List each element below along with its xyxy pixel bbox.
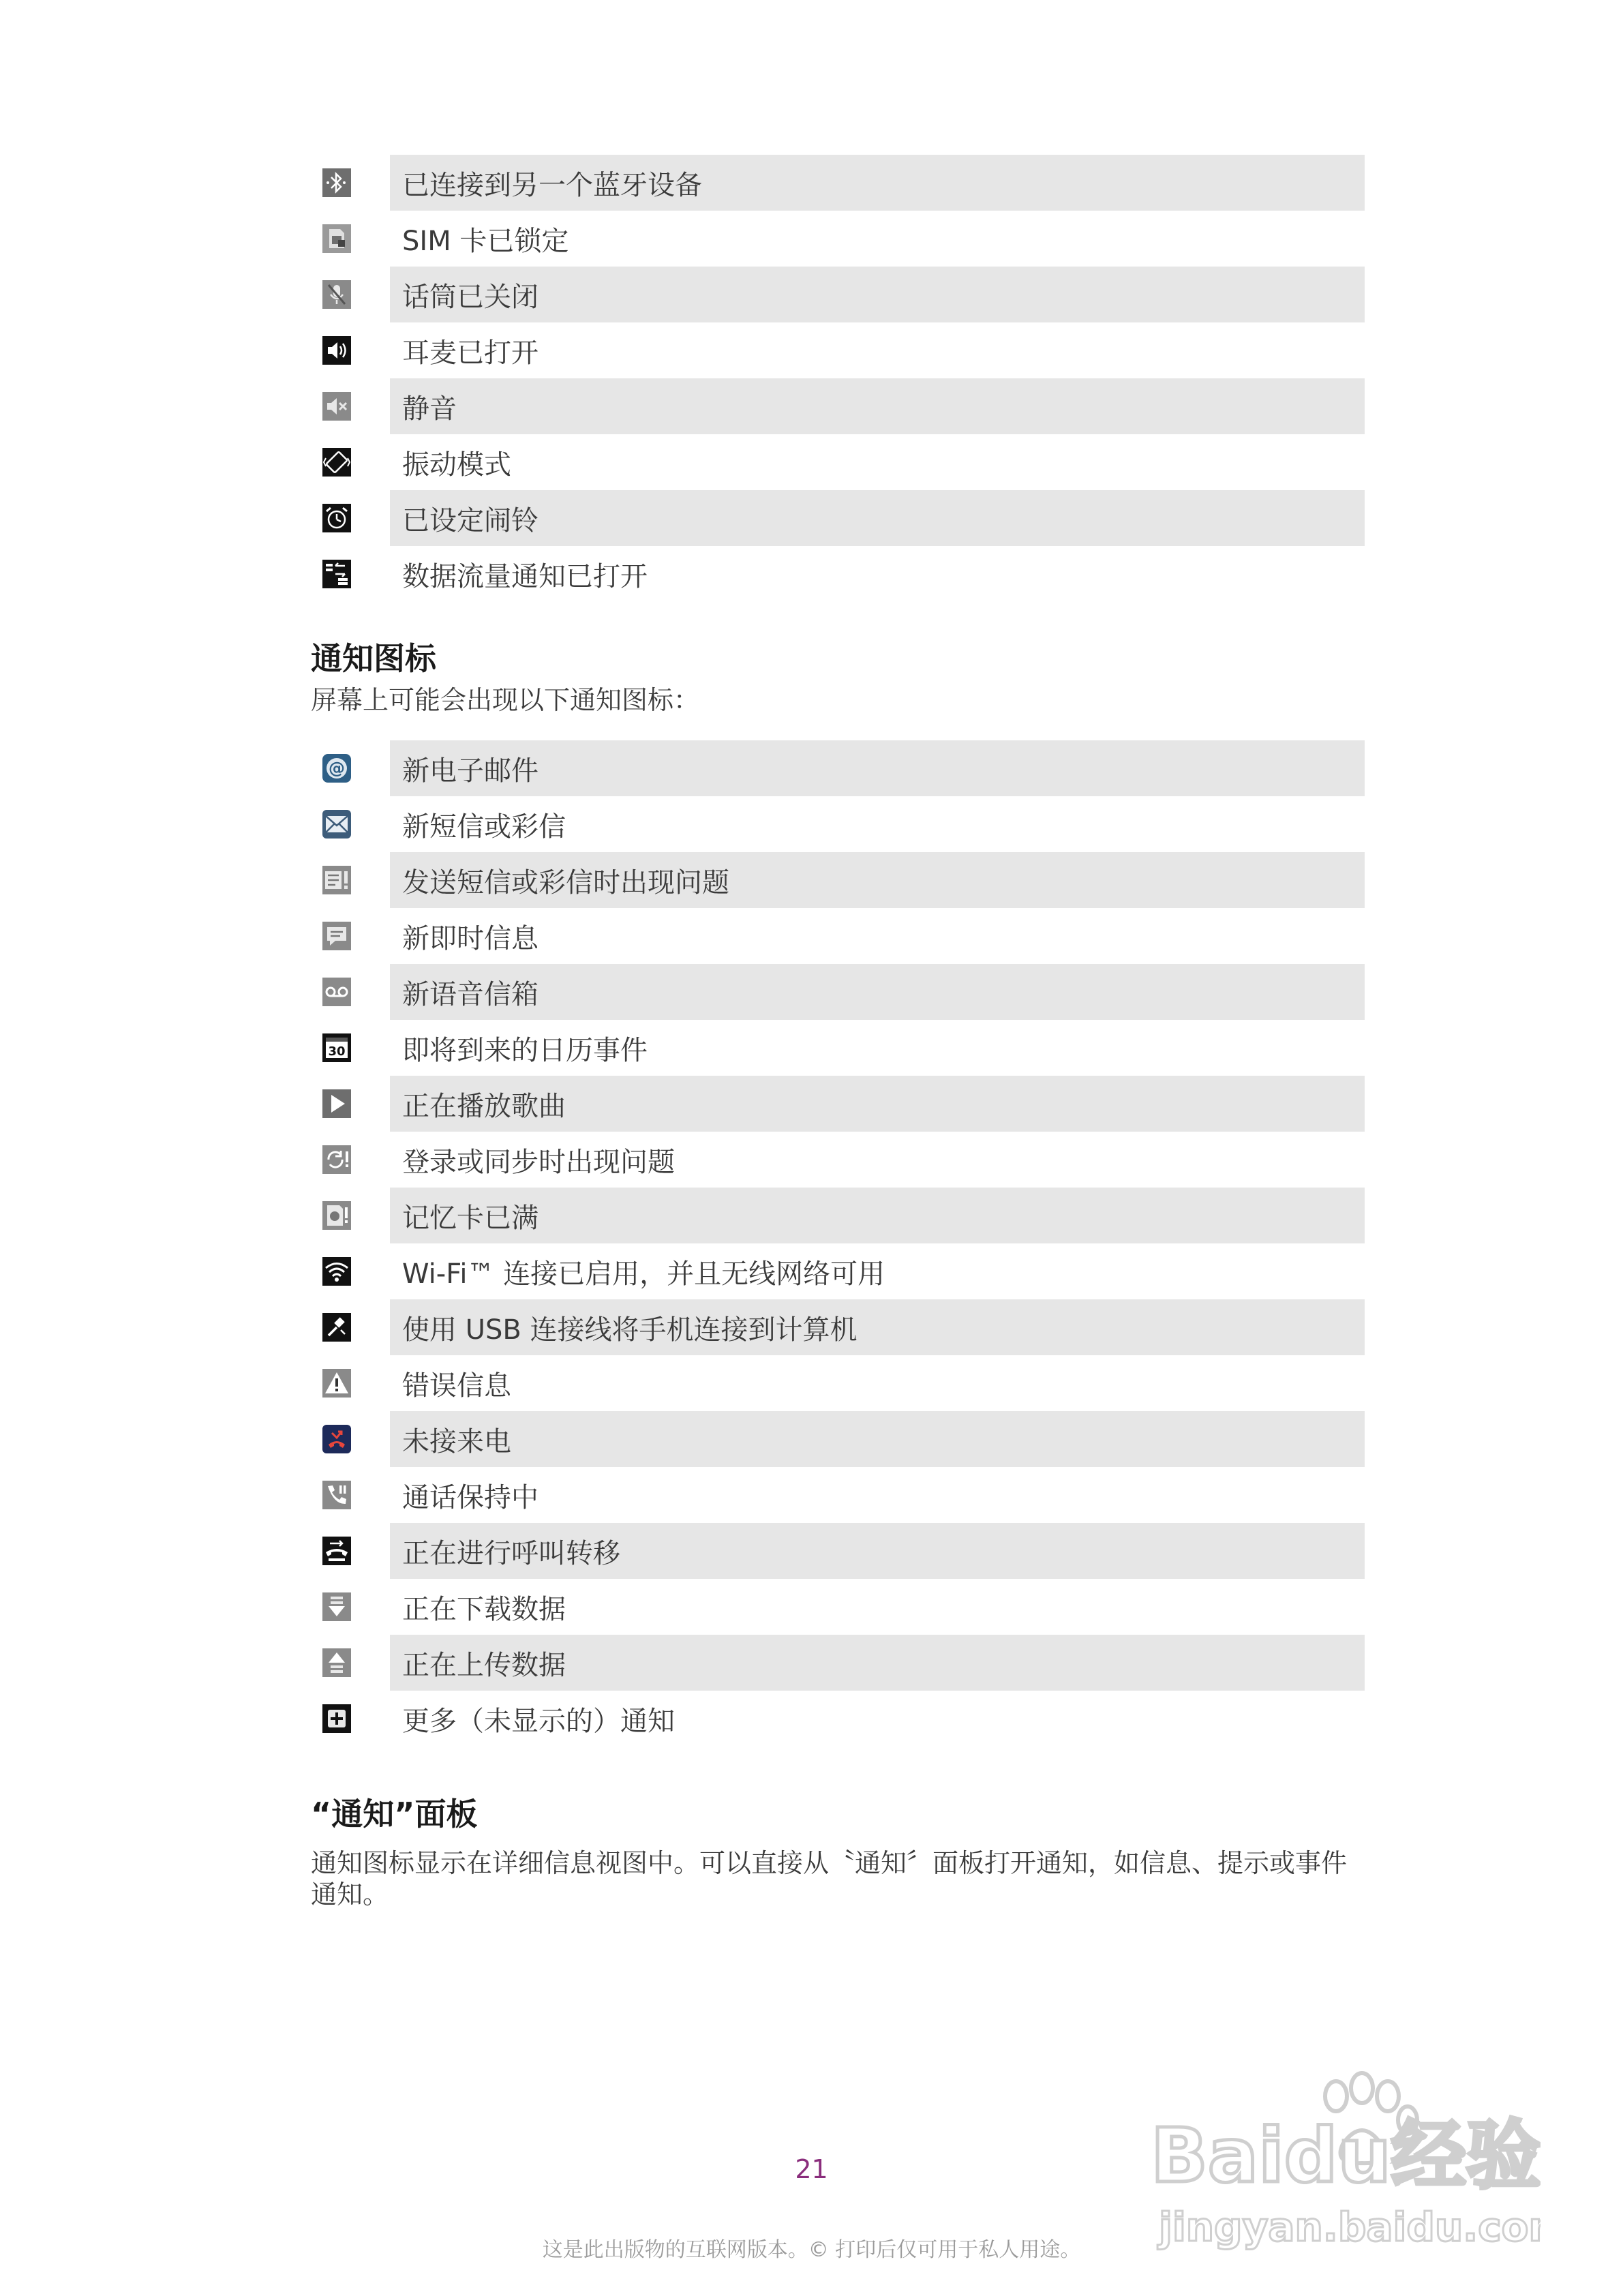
- row-label: 振动模式: [402, 449, 511, 481]
- mic-off-icon: [322, 280, 352, 309]
- table-row: [311, 796, 1365, 852]
- row-label: 正在上传数据: [390, 1635, 1365, 1691]
- row-label: 更多（未显示的）通知: [402, 1705, 675, 1737]
- row-label: 新即时信息: [402, 922, 539, 954]
- table-row: [311, 155, 1365, 211]
- row-label: 静音: [390, 378, 1365, 434]
- table-row: [311, 1132, 1365, 1188]
- row-label: 未接来电: [390, 1411, 1365, 1467]
- voicemail-icon: [322, 977, 352, 1007]
- row-label: 已连接到另一个蓝牙设备: [390, 155, 1365, 211]
- notification-icons-table: [311, 740, 1365, 1747]
- table-row: [311, 1299, 1365, 1355]
- row-label: 错误信息: [402, 1370, 511, 1402]
- row-label: 记忆卡已满: [390, 1188, 1365, 1243]
- notification-panel-body: 通知图标显示在详细信息视图中。可以直接从〝通知〞面板打开通知，如信息、提示或事件通知。: [311, 1848, 1348, 1909]
- row-label: 新语音信箱: [390, 964, 1365, 1020]
- row-label: 耳麦已打开: [402, 337, 539, 369]
- call-forward-icon: [322, 1536, 352, 1566]
- upload-icon: [322, 1648, 352, 1678]
- row-label: SIM 卡已锁定: [402, 225, 569, 257]
- row-label: 使用 USB 连接线将手机连接到计算机: [390, 1299, 1365, 1355]
- baidu-watermark: [1145, 2069, 1541, 2260]
- row-label: 通话保持中: [402, 1481, 539, 1513]
- table-row: [311, 1188, 1365, 1243]
- notification-icons-heading: 通知图标: [311, 640, 436, 677]
- more-notifications-icon: [322, 1704, 352, 1734]
- speaker-icon: [322, 335, 352, 365]
- sim-lock-icon: [322, 224, 352, 254]
- table-row: [311, 1355, 1365, 1411]
- table-row: [311, 490, 1365, 546]
- data-traffic-icon: [322, 559, 352, 589]
- row-label: 新电子邮件: [390, 740, 1365, 796]
- table-row: [311, 1467, 1365, 1523]
- sync-error-icon: [322, 1145, 352, 1175]
- table-row: [311, 852, 1365, 908]
- row-label: 正在进行呼叫转移: [390, 1523, 1365, 1579]
- memory-card-icon: [322, 1200, 352, 1230]
- download-icon: [322, 1592, 352, 1622]
- status-icons-table: [311, 155, 1365, 602]
- row-label: 话筒已关闭: [390, 267, 1365, 322]
- usb-icon: [322, 1312, 352, 1342]
- table-row: [311, 908, 1365, 964]
- table-row: [311, 267, 1365, 322]
- table-row: [311, 1076, 1365, 1132]
- row-label: 新短信或彩信: [402, 811, 566, 843]
- notification-panel-heading: “通知”面板: [311, 1796, 478, 1832]
- alarm-icon: [322, 503, 352, 533]
- notification-icons-intro: 屏幕上可能会出现以下通知图标：: [311, 685, 700, 715]
- table-row: [311, 1523, 1365, 1579]
- watermark-brand: Baidu经验: [1151, 2112, 1541, 2199]
- chat-icon: [322, 921, 352, 951]
- table-row: [311, 1635, 1365, 1691]
- missed-call-icon: [322, 1424, 352, 1454]
- table-row: [311, 1243, 1365, 1299]
- email-icon: [322, 753, 352, 783]
- table-row: [311, 1411, 1365, 1467]
- table-row: [311, 378, 1365, 434]
- message-error-icon: [322, 865, 352, 895]
- table-row: [311, 1020, 1365, 1076]
- table-row: [311, 1691, 1365, 1747]
- message-icon: [322, 809, 352, 839]
- row-label: 已设定闹铃: [390, 490, 1365, 546]
- table-row: [311, 434, 1365, 490]
- calendar-icon: [322, 1033, 352, 1063]
- row-label: 登录或同步时出现问题: [402, 1146, 675, 1178]
- svg-text:@: @: [329, 759, 345, 778]
- page-number: 21: [795, 2154, 828, 2184]
- bluetooth-icon: [322, 168, 352, 198]
- calendar-day: 30: [328, 1044, 346, 1059]
- row-label: 即将到来的日历事件: [402, 1034, 648, 1066]
- call-hold-icon: [322, 1480, 352, 1510]
- row-label: 数据流量通知已打开: [402, 560, 648, 592]
- table-row: [311, 740, 1365, 796]
- table-row: [311, 211, 1365, 267]
- row-label: Wi-Fi™ 连接已启用，并且无线网络可用: [402, 1258, 885, 1290]
- row-label: 发送短信或彩信时出现问题: [390, 852, 1365, 908]
- vibrate-icon: [322, 447, 352, 477]
- footer-note: 这是此出版物的互联网版本。© 打印后仅可用于私人用途。: [542, 2238, 1081, 2262]
- play-icon: [322, 1089, 352, 1119]
- wifi-icon: [322, 1256, 352, 1286]
- table-row: [311, 1579, 1365, 1635]
- table-row: [311, 322, 1365, 378]
- row-label: 正在播放歌曲: [390, 1076, 1365, 1132]
- warning-icon: [322, 1368, 352, 1398]
- table-row: [311, 546, 1365, 602]
- table-row: [311, 964, 1365, 1020]
- watermark-url: jingyan.baidu.com: [1159, 2204, 1541, 2250]
- mute-icon: [322, 391, 352, 421]
- row-label: 正在下载数据: [402, 1593, 566, 1625]
